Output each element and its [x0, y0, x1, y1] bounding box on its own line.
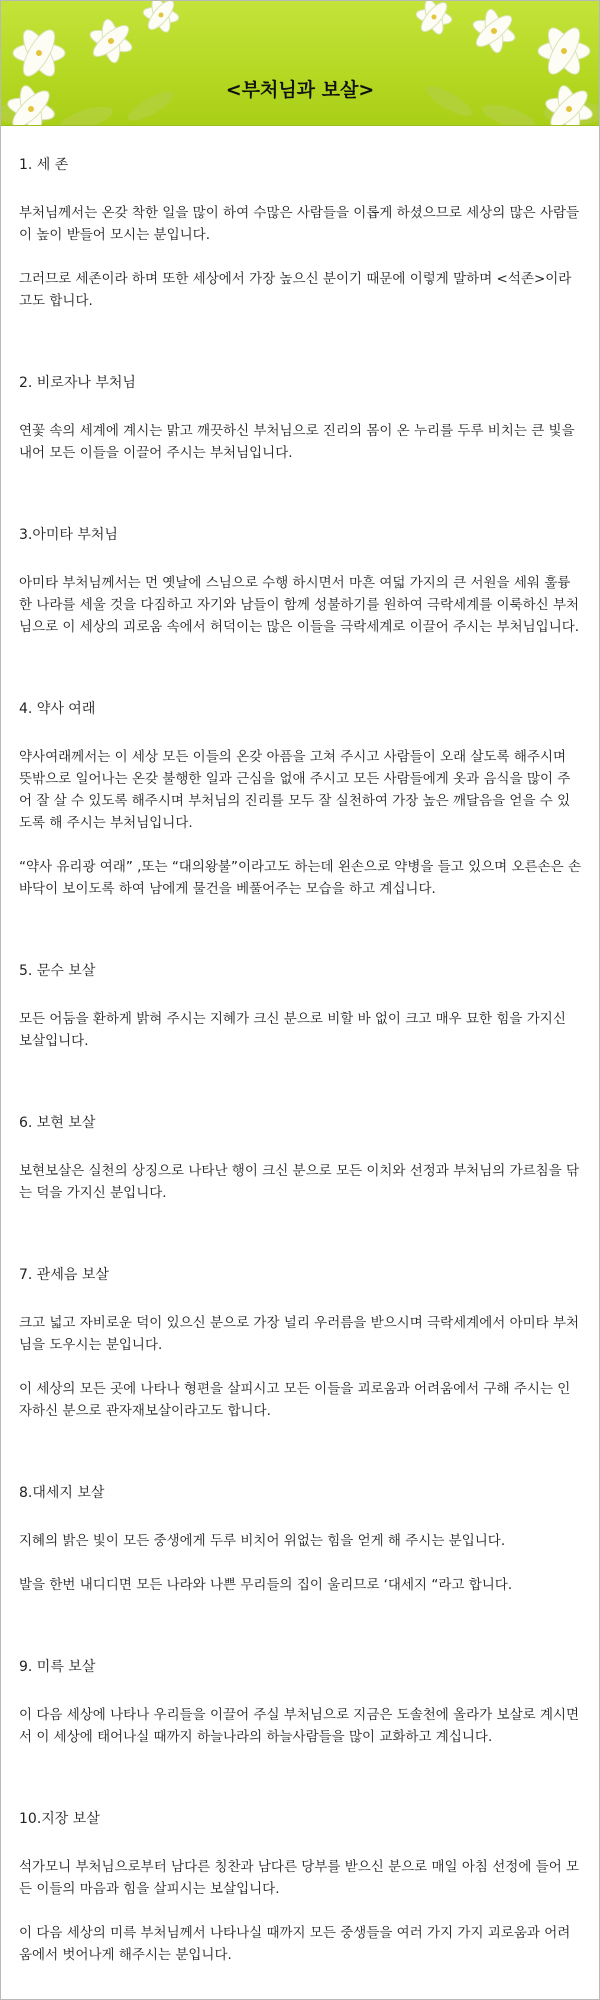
- section-1: [19, 154, 583, 312]
- section-paragraph: 아미타 부처님께서는 먼 옛날에 스님으로 수행 하시면서 마흔 여덟 가지의 큰 서원을 세워 훌륭한 나라를 세울 것을 다짐하고 자기와 남들이 함께 성불하기를 원하여 극락세계를 이룩하신 부처님으로 이 세상의 괴로움 속에서 허덕이는 많은 이들을 극락세계로 이끌어 주시는 부처님입니다.: [19, 575, 580, 635]
- section-9: [19, 1656, 583, 1748]
- section-paragraph: 크고 넓고 자비로운 덕이 있으신 분으로 가장 널리 우러름을 받으시며 극락세계에서 아미타 부처님을 도우시는 분입니다.: [19, 1315, 580, 1353]
- section-paragraph: 모든 어둠을 환하게 밝혀 주시는 지혜가 크신 분으로 비할 바 없이 크고 매우 묘한 힘을 가지신 보살입니다.: [19, 1011, 566, 1049]
- section-paragraph: 석가모니 부처님으로부터 남다른 칭찬과 남다른 당부를 받으신 분으로 매일 아침 선정에 들어 모든 이들의 마음과 힘을 살피시는 보살입니다.: [19, 1859, 580, 1897]
- section-heading: 5. 문수 보살: [19, 963, 96, 979]
- section-2: [19, 372, 583, 464]
- section-heading: 2. 비로자나 부처님: [19, 375, 136, 391]
- section-paragraph: 보현보살은 실천의 상징으로 나타난 행이 크신 분으로 모든 이치와 선정과 부처님의 가르침을 닦는 덕을 가지신 분입니다.: [19, 1163, 580, 1201]
- section-4: [19, 698, 583, 900]
- page-title: <부처님과 보살>: [225, 79, 375, 101]
- section-heading: 3.아미타 부처님: [19, 527, 118, 543]
- section-paragraph: 약사여래께서는 이 세상 모든 이들의 온갖 아픔을 고쳐 주시고 사람들이 오래 살도록 해주시며 뜻밖으로 일어나는 온갖 불행한 일과 근심을 없애 주시고 모든 사람들에게 옷과 음식을 많이 주어 잘 살 수 있도록 해주시며 부처님의 진리를 모두 잘 실천하여 가장 높은 깨달음을 얻을 수 있도록 해 주시는 부처님입니다.: [19, 749, 571, 831]
- lily-flowers-left: [1, 1, 201, 125]
- section-paragraph: 이 세상의 모든 곳에 나타나 형편을 살피시고 모든 이들을 괴로움과 어려움에서 구해 주시는 인자하신 분으로 관자재보살이라고도 합니다.: [19, 1381, 571, 1419]
- section-6: [19, 1112, 583, 1204]
- section-5: [19, 960, 583, 1052]
- section-heading: 4. 약사 여래: [19, 701, 96, 717]
- section-paragraph: 지혜의 밝은 빛이 모든 중생에게 두루 비치어 위없는 힘을 얻게 해 주시는 분입니다.: [19, 1533, 506, 1549]
- section-8: [19, 1482, 583, 1596]
- section-7: [19, 1264, 583, 1422]
- section-paragraph: 그러므로 세존이라 하며 또한 세상에서 가장 높으신 분이기 때문에 이렇게 말하며 <석존>이라고도 합니다.: [19, 271, 572, 309]
- section-heading: 7. 관세음 보살: [19, 1267, 109, 1283]
- section-paragraph: “약사 유리광 여래” ,또는 “대의왕불”이라고도 하는데 왼손으로 약병을 들고 있으며 오른손은 손바닥이 보이도록 하여 남에게 물건을 베풀어주는 모습을 하고 계십니다.: [19, 859, 581, 897]
- section-paragraph: 이 다음 세상의 미륵 부처님께서 나타나실 때까지 모든 중생들을 여러 가지 가지 괴로움과 어려움에서 벗어나게 해주시는 분입니다.: [19, 1925, 571, 1963]
- section-heading: 6. 보현 보살: [19, 1115, 96, 1131]
- header-banner: [1, 1, 599, 126]
- section-3: [19, 524, 583, 638]
- section-paragraph: 연꽃 속의 세계에 계시는 맑고 깨끗하신 부처님으로 진리의 몸이 온 누리를 두루 비치는 큰 빛을 내어 모든 이들을 이끌어 주시는 부처님입니다.: [19, 423, 575, 461]
- section-heading: 9. 미륵 보살: [19, 1659, 96, 1675]
- section-paragraph: 이 다음 세상에 나타나 우리들을 이끌어 주실 부처님으로 지금은 도솔천에 올라가 보살로 계시면서 이 세상에 태어나실 때까지 하늘나라의 하늘사람들을 많이 교화하고 계십니다.: [19, 1707, 580, 1745]
- section-paragraph: 부처님께서는 온갖 착한 일을 많이 하여 수많은 사람들을 이롭게 하셨으므로 세상의 많은 사람들이 높이 받들어 모시는 분입니다.: [19, 205, 580, 243]
- section-heading: 10.지장 보살: [19, 1811, 100, 1827]
- content: [1, 126, 599, 1966]
- section-paragraph: 발을 한번 내디디면 모든 나라와 나쁜 무리들의 집이 울리므로 ‘대세지 “라고 합니다.: [19, 1577, 513, 1593]
- section-heading: 1. 세 존: [19, 157, 69, 173]
- lily-flowers-right: [399, 1, 599, 125]
- section-heading: 8.대세지 보살: [19, 1485, 105, 1501]
- section-10: [19, 1808, 583, 1966]
